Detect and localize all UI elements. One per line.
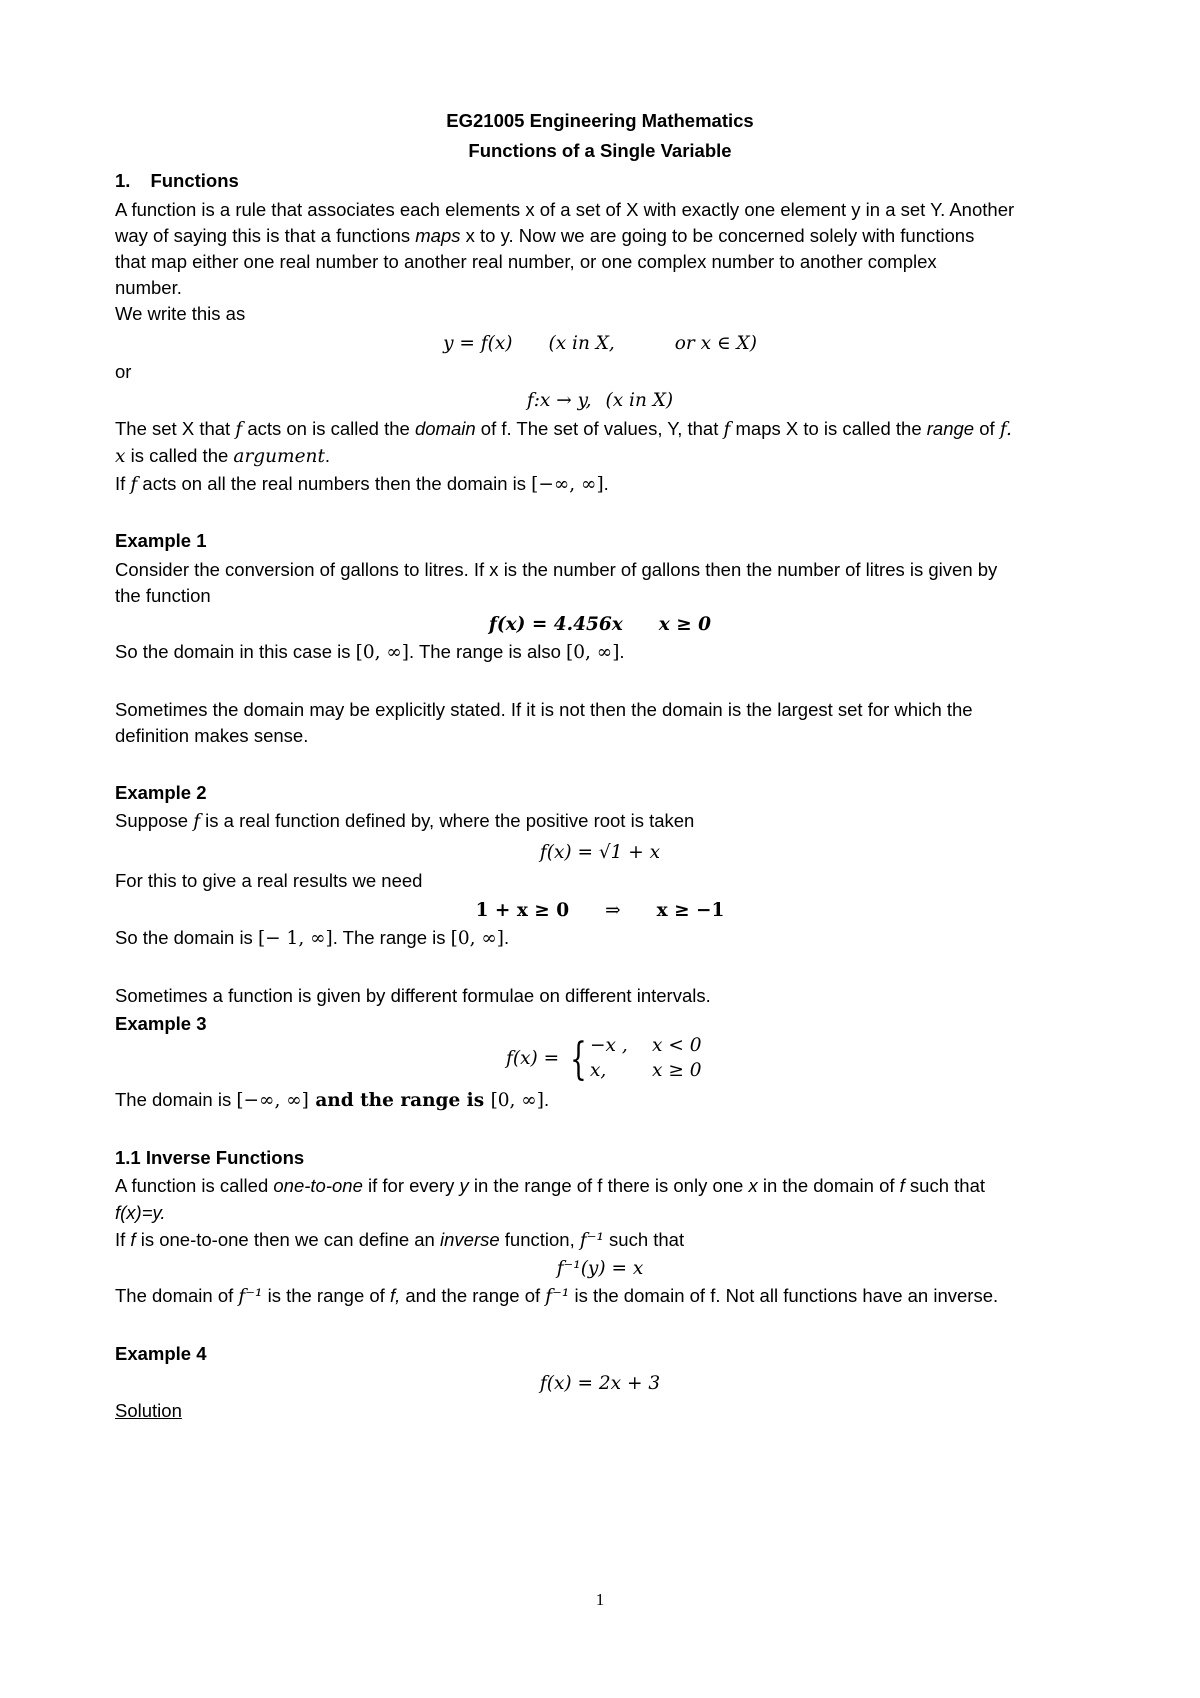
equation-mapping-notation: f:x → y, (x in X) xyxy=(526,390,674,411)
equation-gallons-litres: f(x) = 4.456x x ≥ 0 xyxy=(488,614,712,635)
paragraph-line: definition makes sense. xyxy=(115,725,309,746)
equation-square-root: f(x) = √1 + x xyxy=(539,842,661,863)
emphasis-maps: maps xyxy=(415,225,461,246)
paragraph-line: If f acts on all the real numbers then the domain is [−∞, ∞]. xyxy=(115,473,609,495)
paragraph-line: way of saying this is that a functions maps x to y. Now we are going to be concerned solely with functions xyxy=(115,225,975,246)
paragraph-line: Sometimes a function is given by different formulae on different intervals. xyxy=(115,985,711,1006)
paragraph-line: A function is called one-to-one if for every y in the range of f there is only one x in the domain of f such that xyxy=(115,1175,986,1196)
document-subtitle: Functions of a Single Variable xyxy=(468,140,732,161)
paragraph-line: the function xyxy=(115,585,211,606)
equation-linear: f(x) = 2x + 3 xyxy=(539,1373,661,1394)
paragraph-line: number. xyxy=(115,277,182,298)
left-brace: { xyxy=(570,1034,587,1085)
section-heading-functions xyxy=(115,167,1095,194)
paragraph-line: Consider the conversion of gallons to litres. If x is the number of gallons then the number of litres is given by xyxy=(115,559,998,580)
section-heading-inverse-functions: 1.1 Inverse Functions xyxy=(115,1147,305,1168)
example-heading: Example 3 xyxy=(115,1013,207,1034)
paragraph-line: For this to give a real results we need xyxy=(115,870,423,891)
example-heading: Example 2 xyxy=(115,782,207,803)
equation-inverse: f⁻¹(y) = x xyxy=(556,1258,644,1279)
document-title: EG21005 Engineering Mathematics xyxy=(446,110,754,131)
paragraph-line: f(x)=y. xyxy=(115,1202,166,1223)
paragraph-line: Sometimes the domain may be explicitly stated. If it is not then the domain is the largest set for which the xyxy=(115,699,973,720)
paragraph-line: So the domain in this case is [0, ∞]. The range is also [0, ∞]. xyxy=(115,641,625,663)
paragraph-line: or xyxy=(115,361,132,382)
solution-heading: Solution xyxy=(115,1400,182,1421)
paragraph-line: Suppose f is a real function defined by, where the positive root is taken xyxy=(115,810,695,832)
page-number: 1 xyxy=(595,1590,605,1609)
paragraph-line: We write this as xyxy=(115,303,246,324)
paragraph-line: that map either one real number to another real number, or one complex number to another complex xyxy=(115,251,937,272)
paragraph-line: A function is a rule that associates each elements x of a set of X with exactly one element y in a set Y. Another xyxy=(115,199,1015,220)
example-heading: Example 4 xyxy=(115,1343,207,1364)
paragraph-line: x is called the argument. xyxy=(115,445,331,467)
paragraph-line: If f is one-to-one then we can define an inverse function, f⁻¹ such that xyxy=(115,1229,685,1251)
equation-inequality: 1 + x ≥ 0 ⇒ x ≥ −1 xyxy=(475,900,725,921)
example-heading: Example 1 xyxy=(115,530,207,551)
paragraph-line: So the domain is [− 1, ∞]. The range is [0, ∞]. xyxy=(115,927,510,949)
paragraph-line: The domain is [−∞, ∞] and the range is [0, ∞]. xyxy=(115,1089,550,1111)
equation-function-definition: y = f(x) (x in X, or x ∈ X) xyxy=(443,333,757,354)
paragraph-line: The domain of f⁻¹ is the range of f, and the range of f⁻¹ is the domain of f. Not all functions have an inverse. xyxy=(115,1285,999,1307)
equation-piecewise: f(x) = { −x , x < 0 x, x ≥ 0 xyxy=(506,1034,702,1085)
paragraph-line: The set X that f acts on is called the domain of f. The set of values, Y, that f maps X to is called the range of f. xyxy=(115,418,1012,440)
section-title: Functions xyxy=(150,170,239,191)
section-number: 1. xyxy=(115,170,131,191)
